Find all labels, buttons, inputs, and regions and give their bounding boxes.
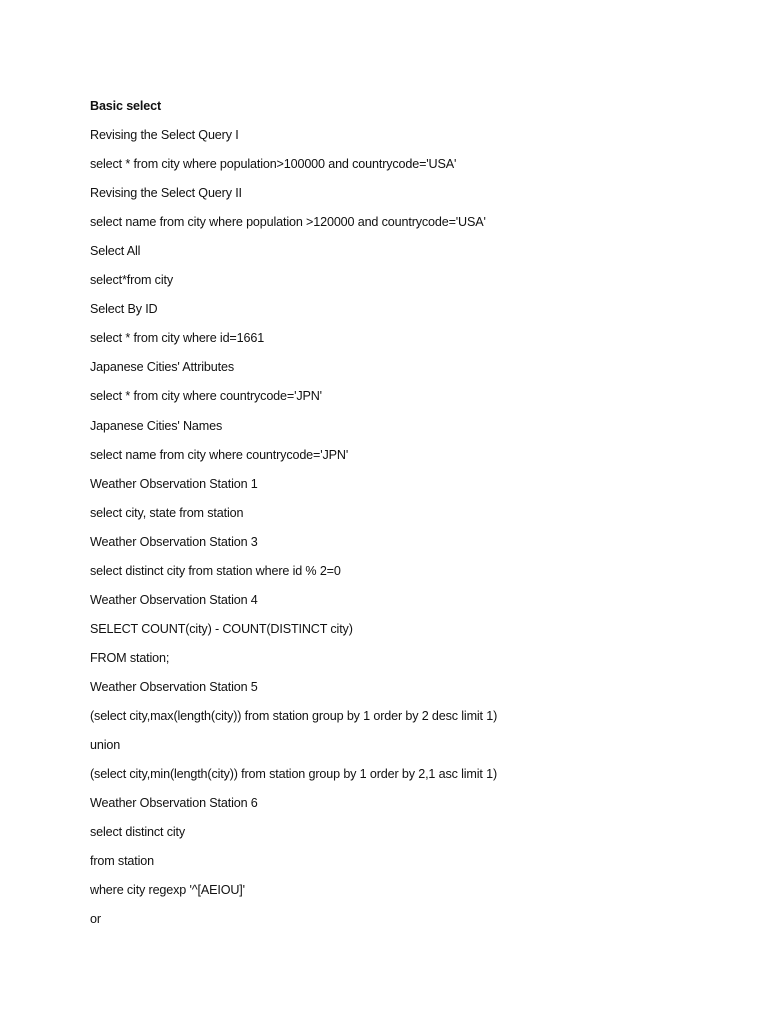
sql-query: where city regexp '^[AEIOU]' [90,883,245,898]
sql-query: select * from city where population>100000 and countrycode='USA' [90,157,457,172]
sql-query: (select city,min(length(city)) from station group by 1 order by 2,1 asc limit 1) [90,767,498,782]
sql-query: select * from city where id=1661 [90,331,265,346]
problem-title: Japanese Cities' Attributes [90,360,234,375]
problem-title: Weather Observation Station 6 [90,796,258,811]
problem-title: Select All [90,244,141,259]
section-heading: Basic select [90,99,162,113]
problem-title: Revising the Select Query II [90,186,242,201]
problem-title: Weather Observation Station 3 [90,534,258,549]
sql-query: select*from city [90,273,173,288]
sql-query: or [90,912,101,927]
document-body [90,92,730,934]
problem-title: Weather Observation Station 5 [90,679,258,694]
problem-title: Revising the Select Query I [90,128,239,143]
sql-query: select name from city where countrycode='JPN' [90,447,349,462]
sql-query: select city, state from station [90,505,244,520]
sql-query: from station [90,854,154,869]
sql-query: union [90,738,121,753]
problem-title: Weather Observation Station 4 [90,592,258,607]
sql-query: select distinct city [90,825,185,840]
sql-query: (select city,max(length(city)) from station group by 1 order by 2 desc limit 1) [90,708,498,723]
sql-query: select name from city where population >120000 and countrycode='USA' [90,215,486,230]
sql-query: FROM station; [90,650,170,665]
problem-title: Japanese Cities' Names [90,418,223,433]
sql-query: select * from city where countrycode='JPN' [90,389,322,404]
problem-title: Select By ID [90,302,158,317]
sql-query: SELECT COUNT(city) - COUNT(DISTINCT city) [90,621,353,636]
problem-title: Weather Observation Station 1 [90,476,258,491]
sql-query: select distinct city from station where id % 2=0 [90,563,341,578]
